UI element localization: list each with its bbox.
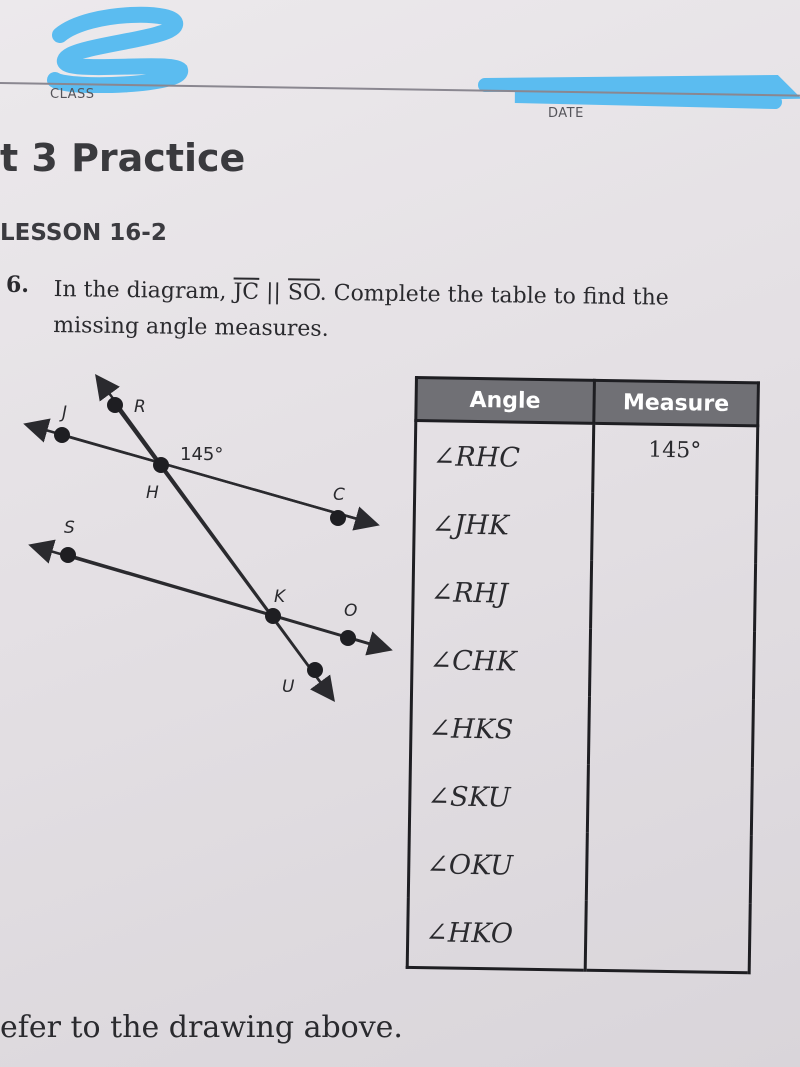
label-s: S <box>64 518 75 538</box>
table-row <box>413 558 756 631</box>
measure-cell[interactable] <box>589 629 754 700</box>
measure-cell[interactable] <box>588 697 753 768</box>
angle-cell: ∠OKU <box>408 830 587 901</box>
measure-cell[interactable]: 145° <box>593 423 758 495</box>
table-row <box>415 421 758 496</box>
measure-cell[interactable] <box>590 561 755 632</box>
angle-cell: ∠SKU <box>409 762 588 833</box>
point-s <box>60 547 76 563</box>
redaction-mark <box>30 5 190 93</box>
page-title: t 3 Practice <box>0 136 246 180</box>
measure-cell[interactable] <box>585 901 750 973</box>
table-row <box>414 490 757 563</box>
angle-cell: ∠RHC <box>415 421 594 493</box>
label-r: R <box>134 397 146 417</box>
label-u: U <box>282 677 295 697</box>
question-text: In the diagram, JC || SO. Complete the table to find the missing angle measures. <box>53 276 669 342</box>
measure-cell[interactable] <box>591 493 756 564</box>
header-measure: Measure <box>594 380 759 426</box>
angle-cell: ∠HKS <box>410 694 589 765</box>
class-label: CLASS <box>50 87 95 102</box>
table-row <box>407 898 750 973</box>
table-row <box>412 626 755 699</box>
label-o: O <box>344 601 358 621</box>
angle-cell: ∠HKO <box>407 898 586 970</box>
label-j: J <box>62 403 68 423</box>
point-c <box>330 510 346 526</box>
label-k: K <box>274 587 286 607</box>
point-k <box>265 608 281 624</box>
angle-cell: ∠CHK <box>412 626 591 697</box>
point-o <box>340 630 356 646</box>
measure-cell[interactable] <box>586 833 751 904</box>
footer-instruction: efer to the drawing above. <box>0 1010 403 1045</box>
angle-cell: ∠RHJ <box>413 558 592 629</box>
point-h <box>153 457 169 473</box>
question-number: 6. <box>6 272 29 298</box>
point-j <box>54 427 70 443</box>
parallel-lines-diagram <box>20 370 410 710</box>
angle-cell: ∠JHK <box>414 490 593 561</box>
point-u <box>307 662 323 678</box>
table-row <box>409 762 752 835</box>
label-h: H <box>146 483 159 503</box>
date-label: DATE <box>548 106 584 121</box>
lesson-heading: LESSON 16-2 <box>0 220 167 246</box>
header-angle: Angle <box>416 378 594 424</box>
table-row <box>408 830 751 903</box>
table-row <box>410 694 753 767</box>
measure-cell[interactable] <box>587 765 752 836</box>
label-c: C <box>333 485 345 505</box>
given-angle-label: 145° <box>180 444 224 465</box>
angle-table <box>407 376 760 950</box>
point-r <box>107 397 123 413</box>
